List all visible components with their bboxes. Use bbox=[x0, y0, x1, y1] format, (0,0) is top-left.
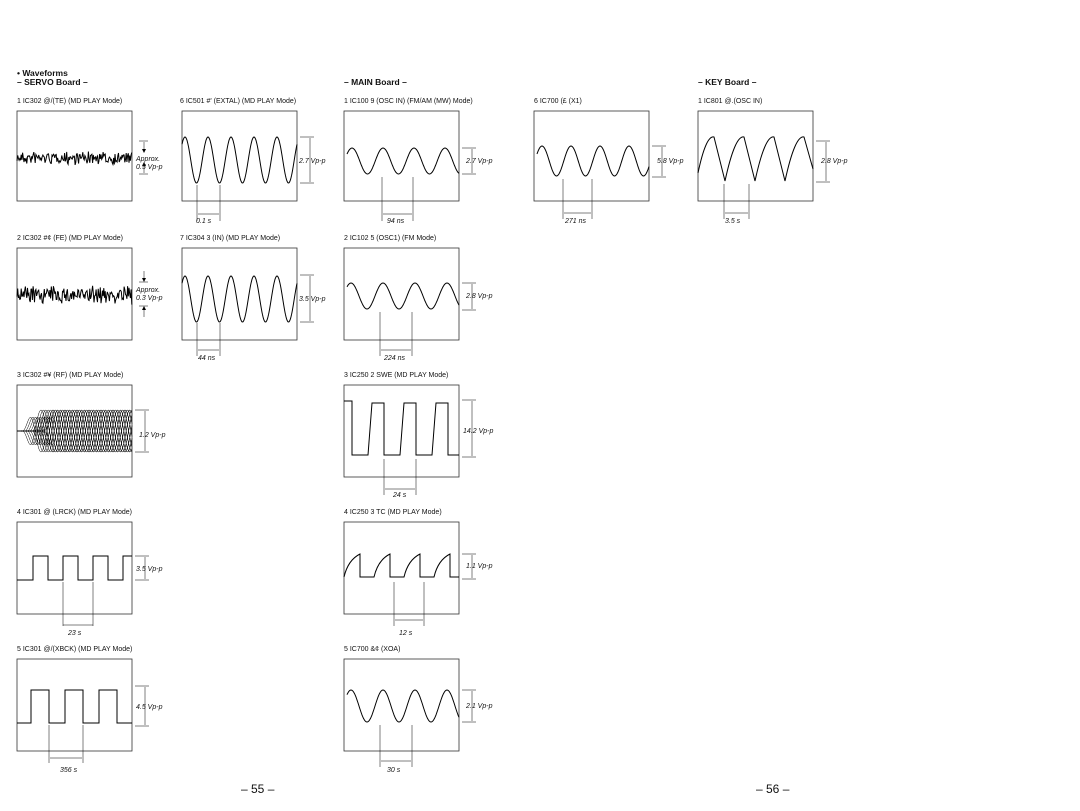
waveform-servo-1 bbox=[17, 111, 137, 201]
waveform-caption: 3 IC302 #¥ (RF) (MD PLAY Mode) bbox=[17, 372, 124, 379]
time-scale-marker bbox=[60, 620, 100, 630]
waveform-caption: 6 IC501 #' (EXTAL) (MD PLAY Mode) bbox=[180, 98, 297, 105]
time-label: 0.1 s bbox=[196, 218, 212, 225]
waveform-caption: 5 IC301 @/(XBCK) (MD PLAY Mode) bbox=[17, 646, 133, 653]
amplitude-label: 2.8 Vp-p bbox=[821, 158, 848, 165]
time-label: 356 s bbox=[60, 767, 78, 774]
waveform-main-3 bbox=[344, 385, 494, 500]
amplitude-label-line2: 0.5 Vp-p bbox=[136, 164, 163, 171]
waveform-servo-3 bbox=[17, 385, 167, 477]
amplitude-label: 3.5 Vp-p bbox=[299, 296, 326, 303]
time-label: 12 s bbox=[399, 630, 413, 637]
waveform-servo-5 bbox=[17, 659, 167, 769]
waveform-main-4 bbox=[344, 522, 494, 637]
amplitude-label: 1.2 Vp-p bbox=[139, 432, 166, 439]
waveform-caption: 2 IC102 5 (OSC1) (FM Mode) bbox=[344, 235, 437, 242]
waveform-main-1 bbox=[344, 111, 494, 226]
amplitude-label: 2.1 Vp-p bbox=[466, 703, 493, 710]
waveform-caption: 4 IC250 3 TC (MD PLAY Mode) bbox=[344, 509, 442, 516]
amplitude-label: 4.5 Vp-p bbox=[136, 704, 163, 711]
time-label: 271 ns bbox=[565, 218, 587, 225]
page-number-right: – 56 – bbox=[756, 782, 790, 796]
waveform-caption: 1 IC801 @.(OSC IN) bbox=[698, 98, 763, 105]
waveform-caption: 1 IC100 9 (OSC IN) (FM/AM (MW) Mode) bbox=[344, 98, 473, 105]
waveform-caption: 1 IC302 @/(TE) (MD PLAY Mode) bbox=[17, 98, 123, 105]
time-label: 24 s bbox=[393, 492, 407, 499]
waveform-caption: 6 IC700 (£ (X1) bbox=[534, 98, 582, 105]
section-title-main-board: – MAIN Board – bbox=[344, 77, 407, 87]
section-title-servo-board: – SERVO Board – bbox=[17, 77, 88, 87]
time-label: 3.5 s bbox=[725, 218, 741, 225]
amplitude-label-line2: 0.3 Vp-p bbox=[136, 295, 163, 302]
amplitude-label: 5.8 Vp-p bbox=[657, 158, 684, 165]
time-label: 224 ns bbox=[384, 355, 406, 362]
section-title-key-board: – KEY Board – bbox=[698, 77, 757, 87]
amplitude-label: 14.2 Vp-p bbox=[463, 428, 494, 435]
amplitude-label: 1.1 Vp-p bbox=[466, 563, 493, 570]
waveform-key-1 bbox=[698, 111, 848, 226]
amplitude-label: 3.5 Vp-p bbox=[136, 566, 163, 573]
amplitude-label-line1: Approx. bbox=[136, 287, 161, 294]
waveform-main-6 bbox=[534, 111, 684, 226]
waveform-main-5 bbox=[344, 659, 494, 774]
amplitude-label: 2.7 Vp-p bbox=[466, 158, 493, 165]
page-number-left: – 55 – bbox=[241, 782, 275, 796]
waveform-caption: 5 IC700 &¢ (XOA) bbox=[344, 646, 401, 653]
time-label: 23 s bbox=[68, 630, 82, 637]
waveform-caption: 3 IC250 2 SWE (MD PLAY Mode) bbox=[344, 372, 449, 379]
time-label: 44 ns bbox=[198, 355, 216, 362]
waveform-caption: 2 IC302 #¢ (FE) (MD PLAY Mode) bbox=[17, 235, 123, 242]
amplitude-label-line1: Approx. bbox=[136, 156, 161, 163]
waveform-servo-7 bbox=[182, 248, 332, 363]
amplitude-label: 2.8 Vp-p bbox=[466, 293, 493, 300]
time-label: 94 ns bbox=[387, 218, 405, 225]
section-title-waveforms: • Waveforms bbox=[17, 68, 68, 78]
waveform-caption: 7 IC304 3 (IN) (MD PLAY Mode) bbox=[180, 235, 281, 242]
waveform-servo-6 bbox=[182, 111, 332, 226]
waveform-servo-2 bbox=[17, 248, 137, 340]
waveform-caption: 4 IC301 @ (LRCK) (MD PLAY Mode) bbox=[17, 509, 132, 516]
amplitude-label: 2.7 Vp-p bbox=[299, 158, 326, 165]
waveform-main-2 bbox=[344, 248, 494, 363]
time-label: 30 s bbox=[387, 767, 401, 774]
